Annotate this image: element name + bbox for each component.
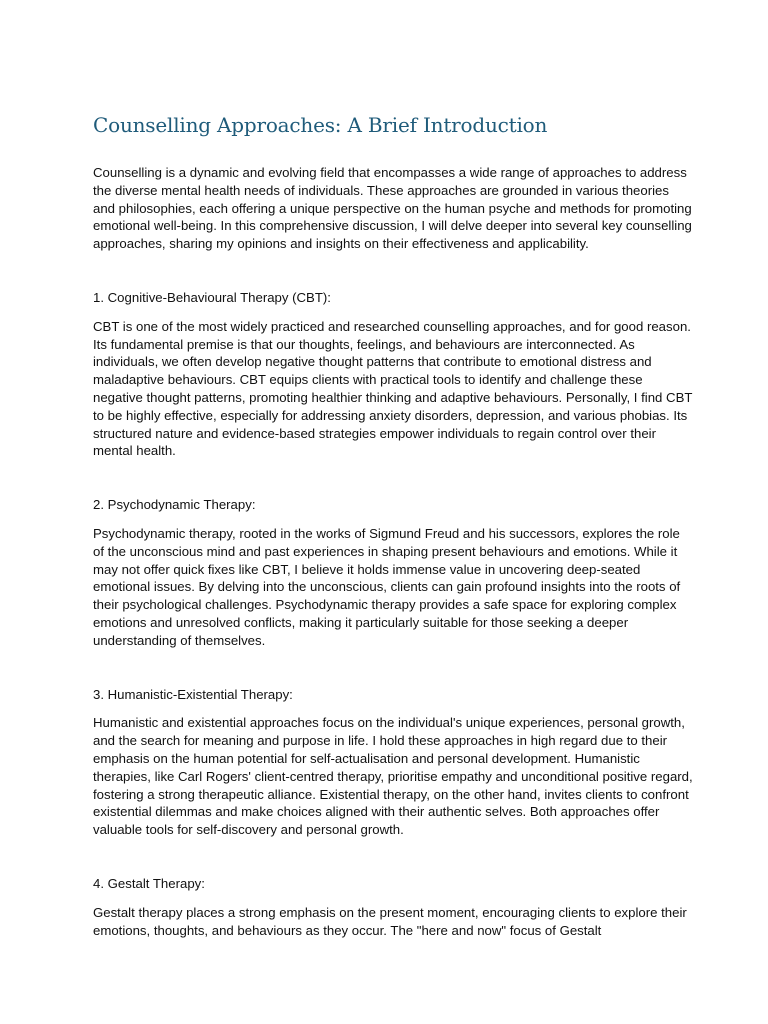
section-cbt (93, 289, 693, 460)
section-humanistic-existential (93, 686, 693, 839)
intro-paragraph: Counselling is a dynamic and evolving field that encompasses a wide range of approaches to address the diverse mental health needs of individuals. These approaches are grounded in various theories and philosophies, each offering a unique perspective on the human psyche and methods for promoting emotional well-being. In this comprehensive discussion, I will delve deeper into several key counselling approaches, sharing my opinions and insights on their effectiveness and applicability. (93, 165, 692, 252)
page-title: Counselling Approaches: A Brief Introduction (93, 113, 548, 137)
section-gestalt (93, 875, 693, 939)
document-page (93, 112, 693, 975)
section-heading: 4. Gestalt Therapy: (93, 875, 205, 891)
section-body: Humanistic and existential approaches focus on the individual's unique experiences, personal growth, and the search for meaning and purpose in life. I hold these approaches in high regard due to their emphasis on the human potential for self-actualisation and personal development. Humanistic therapies, like Carl Rogers' client-centred therapy, prioritise empathy and unconditional positive regard, fostering a strong therapeutic alliance. Existential therapy, on the other hand, invites clients to confront existential dilemmas and make choices aligned with their authentic selves. Both approaches offer valuable tools for self-discovery and personal growth. (93, 715, 693, 838)
section-body: Gestalt therapy places a strong emphasis on the present moment, encouraging clients to explore their emotions, thoughts, and behaviours as they occur. The "here and now" focus of Gestalt (93, 904, 687, 938)
section-psychodynamic (93, 496, 693, 649)
section-body: Psychodynamic therapy, rooted in the works of Sigmund Freud and his successors, explores the role of the unconscious mind and past experiences in shaping present behaviours and emotions. While it may not offer quick fixes like CBT, I believe it holds immense value in uncovering deep-seated emotional issues. By delving into the unconscious, clients can gain profound insights into the roots of their psychological challenges. Psychodynamic therapy provides a safe space for exploring complex emotions and unresolved conflicts, making it particularly suitable for those seeking a deeper understanding of themselves. (93, 525, 681, 648)
section-body: CBT is one of the most widely practiced and researched counselling approaches, and for good reason. Its fundamental premise is that our thoughts, feelings, and behaviours are interconnected. As individuals, we often develop negative thought patterns that contribute to emotional distress and maladaptive behaviours. CBT equips clients with practical tools to identify and challenge these negative thought patterns, promoting healthier thinking and adaptive behaviours. Personally, I find CBT to be highly effective, especially for addressing anxiety disorders, depression, and various phobias. Its structured nature and evidence-based strategies empower individuals to regain control over their mental health. (93, 318, 693, 459)
section-heading: 2. Psychodynamic Therapy: (93, 497, 256, 513)
section-heading: 1. Cognitive-Behavioural Therapy (CBT): (93, 289, 331, 305)
section-heading: 3. Humanistic-Existential Therapy: (93, 686, 293, 702)
